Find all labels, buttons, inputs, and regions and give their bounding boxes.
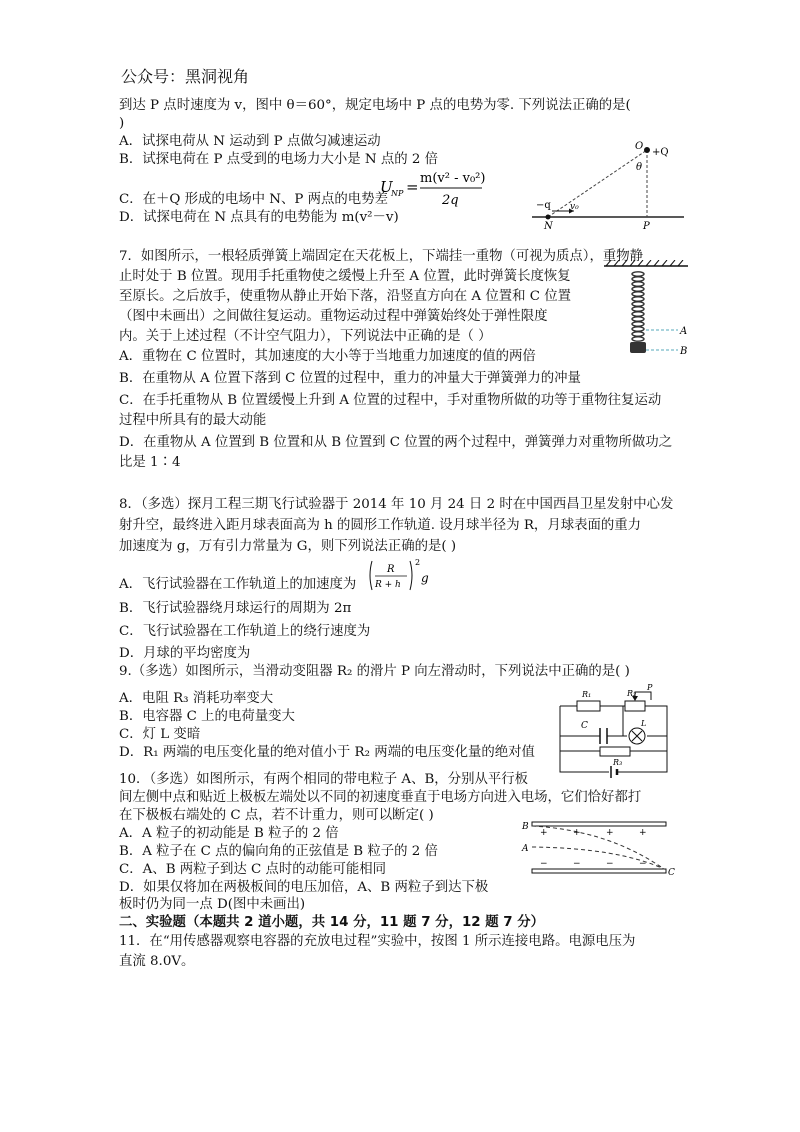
q9-label-r3: R₃ xyxy=(613,758,623,767)
q8-stem-2: 射升空，最终进入距月球表面高为 h 的圆形工作轨道. 设月球半径为 R，月球表面的重力 xyxy=(119,518,642,533)
q6-option-d: D．试探电荷在 N 点具有的电势能为 m(v²－v) xyxy=(119,210,399,225)
q10-lower-plate xyxy=(532,869,666,873)
q9-label-r2: R₂ xyxy=(627,689,637,698)
q11-stem-1: 11．在“用传感器观察电容器的充放电过程”实验中，按图 1 所示连接电路。电源电压为 xyxy=(119,934,636,949)
q10-label-a: A xyxy=(522,844,529,854)
q7-weight xyxy=(630,342,646,353)
q7-stem-5: 内。关于上述过程（不计空气阻力），下列说法中正确的是（ ） xyxy=(119,329,492,344)
page-header: 公众号：黑洞视角 xyxy=(121,67,250,86)
q9-option-d: D．R₁ 两端的电压变化量的绝对值小于 R₂ 两端的电压变化量的绝对值 xyxy=(119,745,535,760)
q7-stem-2: 止时处于 B 位置。现用手托重物使之缓慢上升至 A 位置，此时弹簧长度恢复 xyxy=(119,269,571,284)
q10-option-d-cont: 板时仍为同一点 D(图中未画出) xyxy=(119,897,306,912)
q10-stem-1: 10．（多选）如图所示，有两个相同的带电粒子 A、B，分别从平行板 xyxy=(119,772,529,787)
q8-option-d: D．月球的平均密度为 xyxy=(119,646,251,661)
q6-figure xyxy=(528,140,688,232)
q6-label-n: N xyxy=(544,221,553,232)
formula-unp-eq: = xyxy=(406,178,419,196)
q10-label-c: C xyxy=(668,868,675,878)
q7-option-c-cont: 过程中所具有的最大动能 xyxy=(119,413,267,428)
q10-plus-1: + xyxy=(540,828,548,838)
formula-unp-sub: NP xyxy=(391,189,404,198)
q7-spring xyxy=(632,272,644,341)
q7-option-d: D．在重物从 A 位置到 B 位置和从 B 位置到 C 位置的两个过程中，弹簧弹力对重物所做功之 xyxy=(119,435,673,450)
q6-charge-dot xyxy=(644,147,650,153)
q10-minus-4: − xyxy=(639,859,647,869)
q11-stem-2: 直流 8.0V。 xyxy=(119,954,195,969)
q10-plus-3: + xyxy=(606,828,614,838)
formula-8a-lparen xyxy=(370,561,372,590)
q10-option-a: A．A 粒子的初动能是 B 粒子的 2 倍 xyxy=(119,826,339,841)
q10-option-c: C．A、B 两粒子到达 C 点时的动能可能相同 xyxy=(119,862,387,877)
q9-label-l: L xyxy=(641,719,647,728)
q10-stem-3: 在下极板右端处的 C 点，若不计重力，则可以断定( ) xyxy=(119,808,434,823)
q10-plus-4: + xyxy=(639,828,647,838)
q7-stem-3: 至原长。之后放手，使重物从静止开始下落，沿竖直方向在 A 位置和 C 位置 xyxy=(119,289,572,304)
q7-option-c: C．在手托重物从 B 位置缓慢上升到 A 位置的过程中，手对重物所做的功等于重物往复运动 xyxy=(119,393,662,408)
q6-label-v0: v₀ xyxy=(570,202,579,212)
formula-unp-num: m(v² - v₀²) xyxy=(420,171,486,186)
formula-8a-exp: 2 xyxy=(415,558,421,567)
q6-option-c: C．在＋Q 形成的电场中 N、P 两点的电势差 xyxy=(119,192,388,207)
q10-minus-1: − xyxy=(540,859,548,869)
q6-test-charge xyxy=(546,215,551,220)
q6-label-minus-q: −q xyxy=(536,200,551,211)
formula-8a xyxy=(367,558,437,598)
q8-option-b: B．飞行试验器绕月球运行的周期为 2π xyxy=(119,601,352,616)
q9-stem: 9.（多选）如图所示，当滑动变阻器 R₂ 的滑片 P 向左滑动时，下列说法中正确的是( ) xyxy=(119,664,630,679)
q7-stem-1: 7．如图所示，一根轻质弹簧上端固定在天花板上，下端挂一重物（可视为质点），重物静 xyxy=(119,249,644,264)
formula-8a-den: R + h xyxy=(375,580,401,590)
q6-stem: 到达 P 点时速度为 v，图中 θ＝60°，规定电场中 P 点的电势为零. 下列说法正确的是( xyxy=(119,98,631,113)
section-experiment-title: 二、实验题（本题共 2 道小题，共 14 分，11 题 7 分，12 题 7 分） xyxy=(119,915,545,930)
q6-label-theta: θ xyxy=(636,162,643,173)
q6-stem-paren: ) xyxy=(119,116,125,131)
q6-label-o: O xyxy=(635,141,644,152)
q7-figure xyxy=(602,260,690,364)
q7-option-b: B．在重物从 A 位置下落到 C 位置的过程中，重力的冲量大于弹簧弹力的冲量 xyxy=(119,371,581,386)
q9-r3-resistor xyxy=(600,747,630,756)
formula-8a-num: R xyxy=(387,564,395,575)
formula-8a-rparen xyxy=(410,561,412,590)
q6-label-q: +Q xyxy=(652,147,669,158)
q8-option-c: C．飞行试验器在工作轨道上的绕行速度为 xyxy=(119,624,371,639)
q10-stem-2: 间左侧中点和贴近上极板左端处以不同的初速度垂直于电场方向进入电场，它们恰好都打 xyxy=(119,790,642,805)
q8-stem-1: 8．（多选）探月工程三期飞行试验器于 2014 年 10 月 24 日 2 时在中国西昌卫星发射中心发 xyxy=(119,497,674,512)
q6-label-p: P xyxy=(643,221,650,232)
q7-option-a: A．重物在 C 位置时，其加速度的大小等于当地重力加速度的值的两倍 xyxy=(119,349,536,364)
q10-option-d: D．如果仅将加在两极板间的电压加倍，A、B 两粒子到达下极 xyxy=(119,880,489,895)
q10-plus-2: + xyxy=(573,828,581,838)
q10-upper-plate xyxy=(532,822,666,826)
q9-label-r1: R₁ xyxy=(582,690,592,699)
q9-label-c: C xyxy=(581,721,588,731)
q7-ceiling-hatch xyxy=(606,260,683,266)
q9-option-a: A．电阻 R₃ 消耗功率变大 xyxy=(119,691,274,706)
q6-option-b: B．试探电荷在 P 点受到的电场力大小是 N 点的 2 倍 xyxy=(119,152,439,167)
q7-label-a: A xyxy=(680,326,688,337)
formula-unp-lhs: U xyxy=(380,178,393,196)
q9-r1-resistor xyxy=(577,701,600,711)
formula-unp xyxy=(380,166,490,210)
q9-option-b: B．电容器 C 上的电荷量变大 xyxy=(119,709,295,724)
q6-dashed-line xyxy=(548,150,647,217)
formula-unp-den: 2q xyxy=(442,193,459,208)
q10-minus-2: − xyxy=(573,859,581,869)
formula-8a-tail: g xyxy=(421,571,429,585)
q9-circuit xyxy=(555,684,680,780)
q10-minus-3: − xyxy=(606,859,614,869)
q10-label-b: B xyxy=(522,822,529,832)
q7-stem-4: （图中未画出）之间做往复运动。重物运动过程中弹簧始终处于弹性限度 xyxy=(119,309,548,324)
q8-option-a: A．飞行试验器在工作轨道上的加速度为 xyxy=(119,577,357,592)
q7-label-b: B xyxy=(680,346,688,357)
q6-option-a: A．试探电荷从 N 运动到 P 点做匀减速运动 xyxy=(119,134,381,149)
q9-r2-resistor xyxy=(625,701,645,711)
q9-option-c: C．灯 L 变暗 xyxy=(119,727,201,742)
q9-label-p: P xyxy=(647,684,653,692)
q10-option-b: B．A 粒子在 C 点的偏向角的正弦值是 B 粒子的 2 倍 xyxy=(119,844,438,859)
q7-option-d-cont: 比是 1∶4 xyxy=(119,455,181,470)
q10-figure xyxy=(518,816,680,880)
q8-stem-3: 加速度为 g，万有引力常量为 G，则下列说法正确的是( ) xyxy=(119,539,457,554)
